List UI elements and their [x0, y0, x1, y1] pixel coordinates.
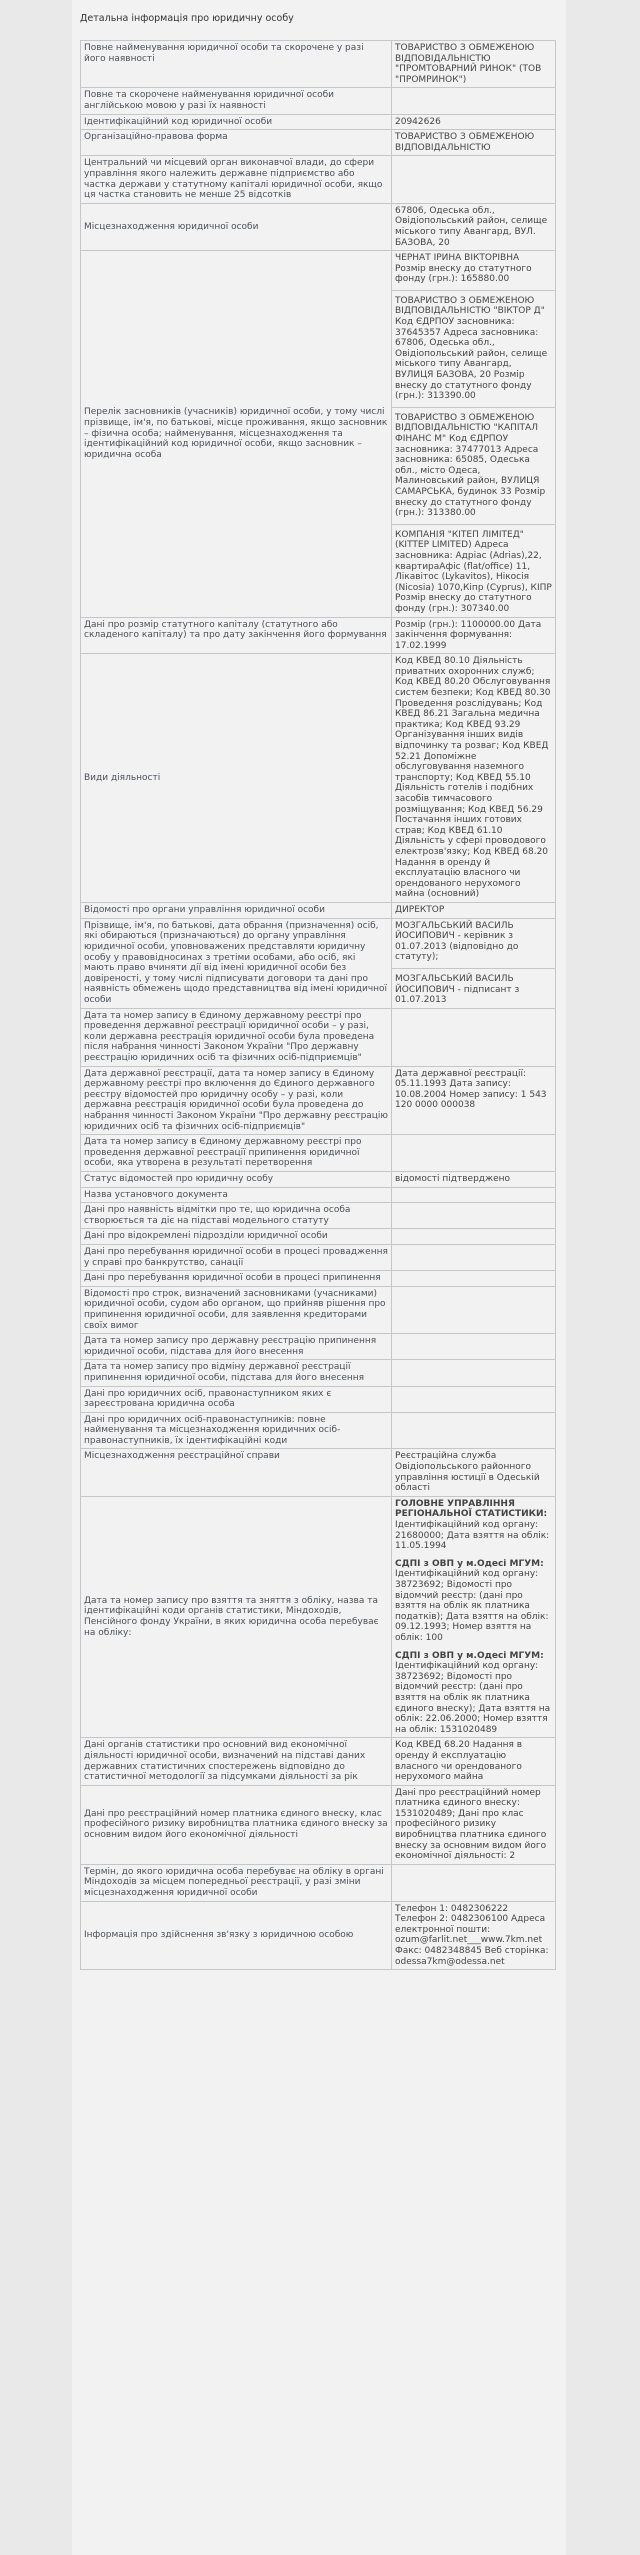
- field-value: [392, 41, 556, 88]
- field-label: Відомості про органи управління юридичної особи: [81, 902, 392, 918]
- field-value: [392, 1271, 556, 1287]
- table-row: [81, 1496, 556, 1737]
- table-row: [81, 1334, 556, 1360]
- field-value: [392, 1135, 556, 1172]
- field-label: Дані про перебування юридичної особи в процесі провадження у справі про банкрутство, санації: [81, 1244, 392, 1270]
- field-label: Дата та номер запису в Єдиному державному реєстрі про проведення державної реєстрації припинення юридичної особи, яка утворена в результаті перетворення: [81, 1135, 392, 1172]
- value-item: 67806, Одеська обл., Овідіопольський район, селище міського типу Авангард, ВУЛ. БАЗОВА, 20: [395, 205, 548, 248]
- table-row: [81, 1286, 556, 1333]
- value-item: Дані про реєстраційний номер платника єдиного внеску: 1531020489; Дані про клас професійного ризику виробництва платника єдиного внеску за основним видом його економічної діяльності: 2: [395, 1787, 547, 1862]
- field-value: [392, 902, 556, 918]
- page-title: Детальна інформація про юридичну особу: [80, 13, 294, 24]
- field-label: Дата державної реєстрації, дата та номер запису в Єдиному державному реєстрі про включення до Єдиного державного реєстру відомостей про юридичну особу – у разі, коли державна реєстрація юридичної особи була проведена до набрання чинності Законом України "Про державну реєстрацію юридичних осіб та фізичних осіб-підприємців": [81, 1066, 392, 1135]
- table-row: [81, 1360, 556, 1386]
- registration-block: [395, 1651, 552, 1736]
- field-value: [392, 156, 556, 203]
- table-row: [81, 203, 556, 250]
- field-label: Дані про перебування юридичної особи в процесі припинення: [81, 1271, 392, 1287]
- table-row: [81, 251, 556, 617]
- field-label: Дата та номер запису про відміну державної реєстрації припинення юридичної особи, підстава для його внесення: [81, 1360, 392, 1386]
- field-label: Дані про розмір статутного капіталу (статутного або складеного капіталу) та про дату закінчення його формування: [81, 617, 392, 654]
- field-value: [392, 1785, 556, 1864]
- field-label: Ідентифікаційний код юридичної особи: [81, 114, 392, 130]
- field-value: [392, 918, 556, 1008]
- table-row: [81, 1864, 556, 1901]
- table-row: [81, 1008, 556, 1066]
- field-value: [392, 1496, 556, 1737]
- field-label: Дані про реєстраційний номер платника єдиного внеску, клас професійного ризику виробництва платника єдиного внеску за основним видом його економічної діяльності: [81, 1785, 392, 1864]
- field-value: [392, 617, 556, 654]
- field-label: Відомості про строк, визначений засновниками (учасниками) юридичної особи, судом або органом, що прийняв рішення про припинення юридичної особи, для заявлення кредиторами своїх вимог: [81, 1286, 392, 1333]
- field-value: [392, 1386, 556, 1412]
- field-value: [392, 1229, 556, 1245]
- value-item: ТОВАРИСТВО З ОБМЕЖЕНОЮ ВІДПОВІДАЛЬНІСТЮ "ВІКТОР Д" Код ЄДРПОУ засновника: 37645357 Адреса засновника: 67806, Одеська обл., Овідіопольський район, селище міського типу Авангард, ВУЛИЦЯ БАЗОВА, 20 Розмір внеску до статутного фонду (грн.): 313390.00: [395, 295, 548, 402]
- table-row: [81, 1412, 556, 1449]
- value-item: ТОВАРИСТВО З ОБМЕЖЕНОЮ ВІДПОВІДАЛЬНІСТЮ "ПРОМТОВАРНИЙ РИНОК" (ТОВ "ПРОМРИНОК"): [395, 43, 542, 85]
- value-item: Код КВЕД 80.10 Діяльність приватних охоронних служб; Код КВЕД 80.20 Обслуговування систем безпеки; Код КВЕД 80.30 Проведення розслідувань; Код КВЕД 86.21 Загальна медична практика; Код КВЕД 93.29 Організування інших видів відпочинку та розваг; Код КВЕД 52.21 Допоміжне обслуговування наземного транспорту; Код КВЕД 55.10 Діяльність готелів і подібних засобів тимчасового розміщування; Код КВЕД 56.29 Постачання інших готових страв; Код КВЕД 61.10 Діяльність у сфері проводового електрозв'язку; Код КВЕД 68.20 Надання в оренду й експлуатацію власного чи орендованого нерухомого майна (основний): [395, 656, 551, 900]
- value-item: Розмір (грн.): 1100000.00 Дата закінчення формування: 17.02.1999: [395, 619, 542, 651]
- registration-heading: ГОЛОВНЕ УПРАВЛІННЯ РЕГІОНАЛЬНОЇ СТАТИСТИКИ:: [395, 1498, 548, 1520]
- value-item: МОЗГАЛЬСЬКИЙ ВАСИЛЬ ЙОСИПОВИЧ - підписант з 01.07.2013: [395, 973, 520, 1006]
- field-value: [392, 88, 556, 114]
- field-value: [392, 1360, 556, 1386]
- registration-block: [395, 1559, 552, 1644]
- value-item: Дата державної реєстрації: 05.11.1993 Дата запису: 10.08.2004 Номер запису: 1 543 120 0000 000038: [395, 1068, 547, 1111]
- value-item: ТОВАРИСТВО З ОБМЕЖЕНОЮ ВІДПОВІДАЛЬНІСТЮ "КАПІТАЛ ФІНАНС М" Код ЄДРПОУ засновника: 37477013 Адреса засновника: 65085, Одеська обл., місто Одеса, Малиновський район, ВУЛИЦЯ САМАРСЬКА, будинок 33 Розмір внеску до статутного фонду (грн.): 313380.00: [395, 412, 546, 519]
- field-label: Інформація про здійснення зв'язку з юридичною особою: [81, 1901, 392, 1970]
- value-item: ТОВАРИСТВО З ОБМЕЖЕНОЮ ВІДПОВІДАЛЬНІСТЮ: [395, 132, 535, 153]
- table-row: [81, 1271, 556, 1287]
- value-item: 20942626: [395, 116, 441, 127]
- table-row: [81, 1785, 556, 1864]
- field-value: [392, 1172, 556, 1188]
- field-value: [392, 1738, 556, 1785]
- details-table: [80, 40, 556, 1970]
- value-item: Телефон 1: 0482306222 Телефон 2: 0482306100 Адреса електронної пошти: ozum@farlit.net___www.7km.net Факс: 0482348845 Веб сторінка: odessa7km@odessa.net: [395, 1903, 549, 1967]
- table-row: [81, 1187, 556, 1203]
- table-row: [81, 1066, 556, 1135]
- table-row: [81, 1172, 556, 1188]
- field-label: Організаційно-правова форма: [81, 130, 392, 156]
- page: [72, 0, 566, 2555]
- field-label: Прізвище, ім'я, по батькові, дата обрання (призначення) осіб, які обираються (призначаються) до органу управління юридичної особи, уповноважених представляти юридичну особу у правовідносинах з третіми особами, або осіб, які мають право вчиняти дії від імені юридичної особи без довіреності, у тому числі підписувати договори та дані про наявність обмежень щодо представництва від імені юридичної особи: [81, 918, 392, 1008]
- registration-text: Ідентифікаційний код органу: 21680000; Дата взяття на облік: 11.05.1994: [395, 1520, 550, 1552]
- table-row: [81, 1244, 556, 1270]
- registration-block: [395, 1499, 552, 1552]
- value-item: Реєстраційна служба Овідіопольського районного управління юстиції в Одеській області: [395, 1451, 540, 1494]
- field-value: [392, 1901, 556, 1970]
- field-label: Перелік засновників (учасників) юридичної особи, у тому числі прізвище, ім'я, по батькові, місце проживання, якщо засновник – фізична особа; найменування, місцезнаходження та ідентифікаційний код юридичної особи, якщо засновник – юридична особа: [81, 251, 392, 617]
- field-value: [392, 1066, 556, 1135]
- value-item: МОЗГАЛЬСЬКИЙ ВАСИЛЬ ЙОСИПОВИЧ - керівник з 01.07.2013 (відповідно до статуту);: [395, 920, 519, 963]
- field-label: Види діяльності: [81, 654, 392, 903]
- field-label: Дата та номер запису про державну реєстрацію припинення юридичної особи, підстава для його внесення: [81, 1334, 392, 1360]
- field-label: Центральний чи місцевий орган виконавчої влади, до сфери управління якого належить державне підприємство або частка держави у статутному капіталі юридичної особи, якщо ця частка становить не менше 25 відсотків: [81, 156, 392, 203]
- field-value: [392, 1203, 556, 1229]
- table-row: [81, 1135, 556, 1172]
- field-label: Місцезнаходження реєстраційної справи: [81, 1449, 392, 1496]
- field-value: [392, 1412, 556, 1449]
- table-row: [81, 114, 556, 130]
- field-value: [392, 1286, 556, 1333]
- field-label: Місцезнаходження юридичної особи: [81, 203, 392, 250]
- value-item: Код КВЕД 68.20 Надання в оренду й експлуатацію власного чи орендованого нерухомого майна: [395, 1740, 523, 1783]
- registration-text: Ідентифікаційний код органу: 38723692; Відомості про відомчий реєстр: (дані про взяття на облік як платника єдиного внеску); Дата взяття на облік: 22.06.2000; Номер взяття на облік: 1531020489: [395, 1661, 551, 1735]
- field-value: [392, 203, 556, 250]
- field-value: [392, 251, 556, 617]
- table-row: [81, 130, 556, 156]
- field-value: [392, 1334, 556, 1360]
- field-label: Дата та номер запису про взяття та зняття з обліку, назва та ідентифікаційні коди органів статистики, Міндоходів, Пенсійного фонду України, в яких юридична особа перебуває на обліку:: [81, 1496, 392, 1737]
- table-row: [81, 654, 556, 903]
- registration-heading: СДПІ з ОВП у м.Одесі МГУМ:: [395, 1558, 544, 1569]
- table-row: [81, 1901, 556, 1970]
- table-row: [81, 88, 556, 114]
- field-label: Дані про наявність відмітки про те, що юридична особа створюється та діє на підставі модельного статуту: [81, 1203, 392, 1229]
- table-row: [81, 902, 556, 918]
- field-value: [392, 1244, 556, 1270]
- field-label: Дані про юридичних осіб, правонаступником яких є зареєстрована юридична особа: [81, 1386, 392, 1412]
- registration-heading: СДПІ з ОВП у м.Одесі МГУМ:: [395, 1650, 544, 1661]
- field-label: Дата та номер запису в Єдиному державному реєстрі про проведення державної реєстрації юридичної особи – у разі, коли державна реєстрація юридичної особи була проведена після набрання чинності Законом України "Про державну реєстрацію юридичних осіб та фізичних осіб-підприємців": [81, 1008, 392, 1066]
- field-value: [392, 114, 556, 130]
- table-row: [81, 1449, 556, 1496]
- value-item: відомості підтверджено: [395, 1174, 511, 1184]
- registration-text: Ідентифікаційний код органу: 38723692; Відомості про відомчий реєстр: (дані про взяття на облік як платника податків); Дата взяття на облік: 09.12.1993; Номер взяття на облік: 100: [395, 1569, 549, 1643]
- value-item: ДИРЕКТОР: [395, 904, 445, 915]
- field-label: Дані про відокремлені підрозділи юридичної особи: [81, 1229, 392, 1245]
- field-label: Статус відомостей про юридичну особу: [81, 1172, 392, 1188]
- field-label: Дані про юридичних осіб-правонаступників: повне найменування та місцезнаходження юридичних осіб-правонаступників, їх ідентифікаційні коди: [81, 1412, 392, 1449]
- field-label: Повне найменування юридичної особи та скорочене у разі його наявності: [81, 41, 392, 88]
- table-row: [81, 1386, 556, 1412]
- divider: [392, 968, 555, 969]
- value-item: КОМПАНІЯ "КІТЕП ЛІМІТЕД" (KITTEP LIMITED) Адреса засновника: Адріас (Adrias),22, квартираАфіс (flat/office) 11, Лікавітос (Lykavitos), Нікосія (Nicosia) 1070,Кіпр (Cyprus), КІПР Розмір внеску до статутного фонду (грн.): 307340.00: [395, 529, 552, 614]
- field-label: Дані органів статистики про основний вид економічної діяльності юридичної особи, визначений на підставі даних державних статистичних спостережень відповідно до статистичної методології за підсумками діяльності за рік: [81, 1738, 392, 1785]
- field-value: [392, 1187, 556, 1203]
- value-item: ЧЕРНАТ ІРИНА ВІКТОРІВНА Розмір внеску до статутного фонду (грн.): 165880.00: [395, 253, 532, 285]
- field-label: Повне та скорочене найменування юридичної особи англійською мовою у разі їх наявності: [81, 88, 392, 114]
- table-row: [81, 918, 556, 1008]
- table-row: [81, 1229, 556, 1245]
- table-row: [81, 41, 556, 88]
- field-value: [392, 654, 556, 903]
- field-value: [392, 1864, 556, 1901]
- divider: [392, 290, 555, 291]
- field-label: Термін, до якого юридична особа перебуває на обліку в органі Міндоходів за місцем попередньої реєстрації, у разі зміни місцезнаходження юридичної особи: [81, 1864, 392, 1901]
- field-value: [392, 130, 556, 156]
- table-row: [81, 617, 556, 654]
- table-row: [81, 1203, 556, 1229]
- divider: [392, 407, 555, 408]
- divider: [392, 524, 555, 525]
- field-value: [392, 1008, 556, 1066]
- table-row: [81, 156, 556, 203]
- field-value: [392, 1449, 556, 1496]
- table-row: [81, 1738, 556, 1785]
- field-label: Назва установчого документа: [81, 1187, 392, 1203]
